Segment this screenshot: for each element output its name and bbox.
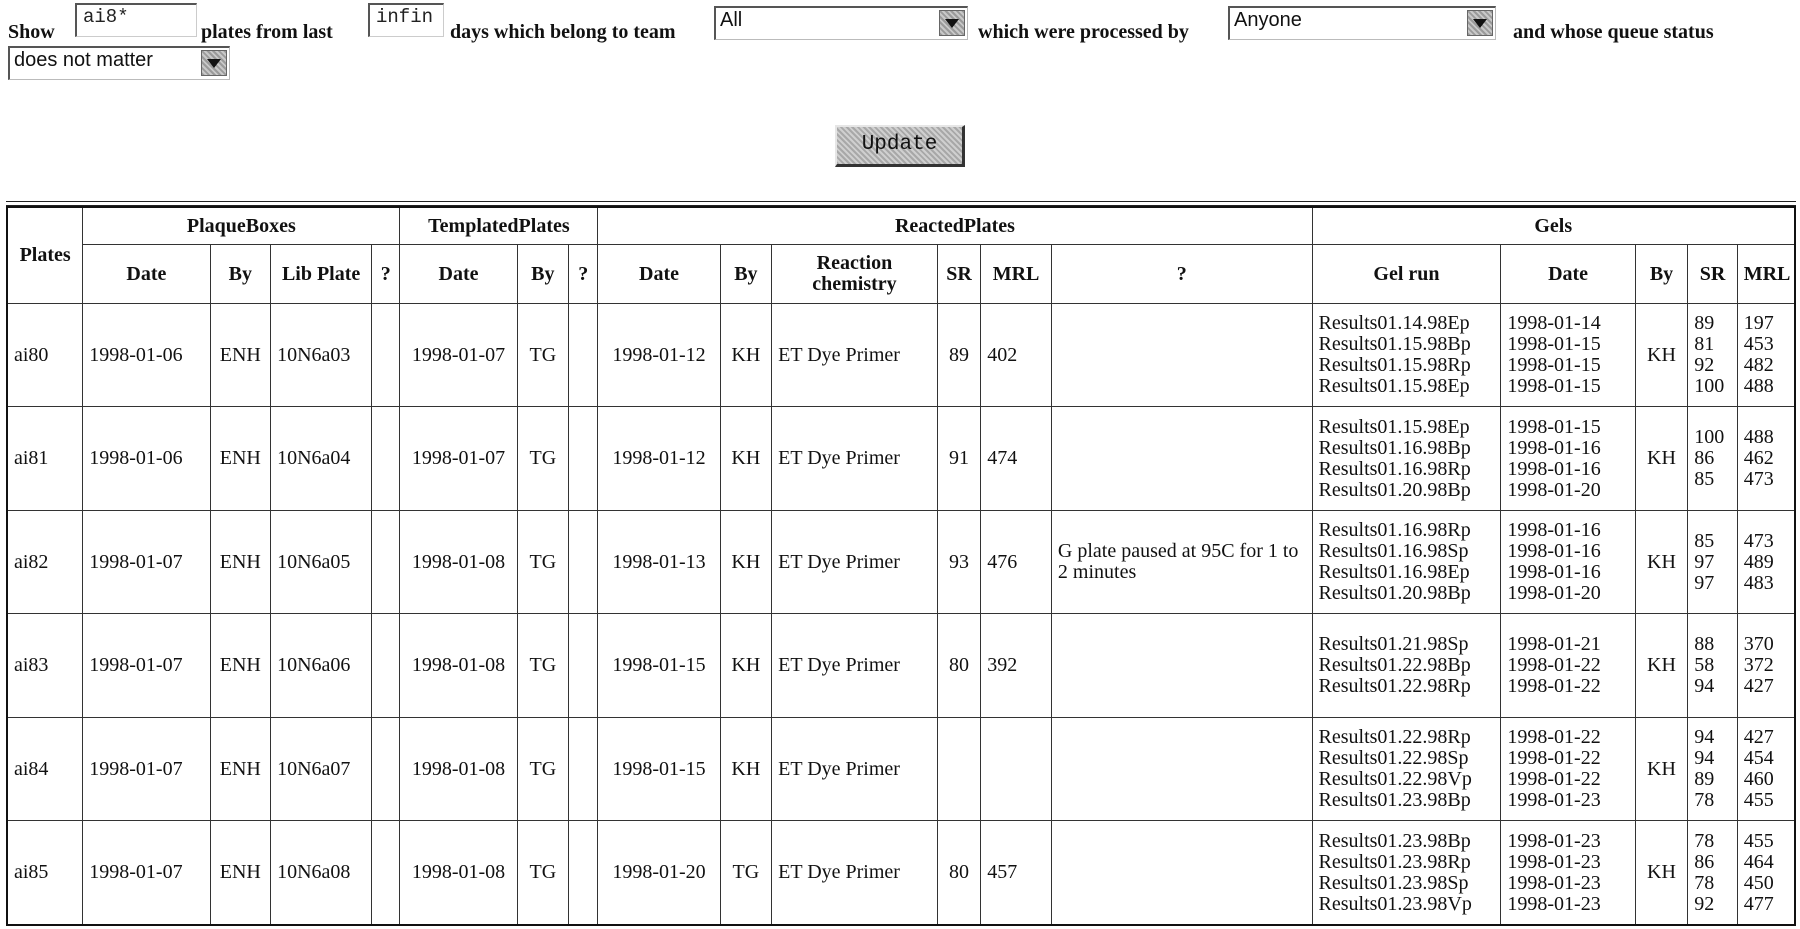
gel-sr: 86 (1694, 850, 1715, 873)
tp-question-cell (569, 821, 598, 925)
gel-date: 1998-01-22 (1507, 726, 1601, 749)
pb-by-cell: ENH (210, 510, 271, 613)
gel-by-cell: KH (1635, 407, 1688, 510)
gel-sr: 100 (1694, 426, 1725, 449)
processor-select[interactable] (1228, 6, 1496, 40)
gel-mrl: 473 (1743, 468, 1774, 491)
gel-run: Results01.22.98Sp (1318, 747, 1469, 770)
rp-by-cell: KH (720, 304, 772, 407)
gel-sr: 100 (1694, 375, 1725, 398)
gel-date: 1998-01-23 (1507, 871, 1601, 894)
gel-run: Results01.23.98Bp (1318, 829, 1471, 852)
gel-sr: 97 (1694, 550, 1715, 573)
gel-mrl: 462 (1743, 447, 1774, 470)
gel-run: Results01.23.98Rp (1318, 850, 1471, 873)
plate-cell: ai80 (7, 304, 83, 407)
gel-by-cell: KH (1635, 614, 1688, 717)
tp-date-cell: 1998-01-07 (400, 407, 517, 510)
gel-run-cell (1312, 407, 1501, 510)
gel-mrl: 460 (1743, 768, 1774, 791)
col-pb-date: Date (83, 245, 210, 304)
rp-mrl-cell (981, 717, 1052, 820)
gel-run-cell (1312, 717, 1501, 820)
rp-question-cell (1051, 717, 1312, 820)
rp-by-cell: KH (720, 510, 772, 613)
rp-reaction-chemistry-cell: ET Dye Primer (772, 304, 938, 407)
tp-by-cell: TG (517, 614, 569, 717)
tp-question-cell (569, 304, 598, 407)
tp-by-cell: TG (517, 407, 569, 510)
tp-by-cell: TG (517, 717, 569, 820)
team-select-value: All (720, 9, 743, 31)
gel-date: 1998-01-15 (1507, 354, 1601, 377)
chevron-down-icon[interactable] (939, 10, 965, 36)
gel-sr: 88 (1694, 633, 1715, 656)
plates-header: Plates (7, 207, 83, 304)
pb-date-cell: 1998-01-07 (83, 510, 210, 613)
col-rp-date: Date (598, 245, 720, 304)
gel-run: Results01.22.98Vp (1318, 768, 1472, 791)
gel-mrl-cell (1737, 821, 1795, 925)
rp-by-cell: TG (720, 821, 772, 925)
table-row (7, 510, 1795, 613)
gel-date-cell (1501, 304, 1635, 407)
queue-status-select[interactable] (8, 46, 230, 80)
show-label: Show (8, 21, 55, 43)
gel-sr: 78 (1694, 829, 1715, 852)
gel-run: Results01.23.98Vp (1318, 892, 1472, 915)
gel-date: 1998-01-20 (1507, 478, 1601, 501)
gel-run: Results01.15.98Rp (1318, 354, 1471, 377)
rp-sr-cell: 80 (937, 821, 980, 925)
gel-mrl: 427 (1743, 726, 1774, 749)
gel-sr: 89 (1694, 312, 1715, 335)
rp-by-cell: KH (720, 717, 772, 820)
pb-date-cell: 1998-01-07 (83, 614, 210, 717)
gel-date: 1998-01-23 (1507, 850, 1601, 873)
gel-run: Results01.23.98Sp (1318, 871, 1469, 894)
gel-date: 1998-01-15 (1507, 375, 1601, 398)
gel-run-cell (1312, 614, 1501, 717)
col-gel-mrl: MRL (1737, 245, 1795, 304)
rp-question-cell (1051, 614, 1312, 717)
gel-mrl: 453 (1743, 333, 1774, 356)
gel-mrl: 370 (1743, 633, 1774, 656)
rp-date-cell: 1998-01-15 (598, 614, 720, 717)
gel-sr: 94 (1694, 726, 1715, 749)
table-row (7, 614, 1795, 717)
chevron-down-icon[interactable] (1467, 10, 1493, 36)
gel-mrl: 473 (1743, 529, 1774, 552)
gel-date: 1998-01-21 (1507, 633, 1601, 656)
table-row (7, 407, 1795, 510)
pb-question-cell (372, 304, 400, 407)
gel-mrl-cell (1737, 304, 1795, 407)
gel-sr-cell (1688, 614, 1737, 717)
gel-mrl: 455 (1743, 789, 1774, 812)
gel-sr: 94 (1694, 675, 1715, 698)
plate-cell: ai82 (7, 510, 83, 613)
rp-mrl-cell: 402 (981, 304, 1052, 407)
gel-date: 1998-01-22 (1507, 768, 1601, 791)
col-rp-mrl: MRL (981, 245, 1052, 304)
pb-lib-plate-cell: 10N6a08 (271, 821, 372, 925)
gel-run-cell (1312, 304, 1501, 407)
gel-mrl: 450 (1743, 871, 1774, 894)
gel-mrl: 482 (1743, 354, 1774, 377)
gel-sr: 78 (1694, 871, 1715, 894)
pb-lib-plate-cell: 10N6a04 (271, 407, 372, 510)
gel-run: Results01.16.98Bp (1318, 436, 1471, 459)
tp-question-cell (569, 407, 598, 510)
gel-date-cell (1501, 510, 1635, 613)
rp-reaction-chemistry-cell: ET Dye Primer (772, 510, 938, 613)
rp-date-cell: 1998-01-13 (598, 510, 720, 613)
table-row (7, 821, 1795, 925)
gel-sr: 97 (1694, 571, 1715, 594)
gel-date: 1998-01-16 (1507, 436, 1601, 459)
gel-date: 1998-01-23 (1507, 789, 1601, 812)
gel-run: Results01.23.98Bp (1318, 789, 1471, 812)
gel-run: Results01.22.98Bp (1318, 654, 1471, 677)
gel-date-cell (1501, 614, 1635, 717)
rp-reaction-chemistry-cell: ET Dye Primer (772, 717, 938, 820)
gel-sr: 78 (1694, 789, 1715, 812)
rp-sr-cell: 80 (937, 614, 980, 717)
gel-run: Results01.21.98Sp (1318, 633, 1469, 656)
column-header-row (7, 245, 1795, 304)
gel-date: 1998-01-20 (1507, 582, 1601, 605)
pb-question-cell (372, 821, 400, 925)
gel-mrl-cell (1737, 717, 1795, 820)
plate-cell: ai85 (7, 821, 83, 925)
gel-run: Results01.22.98Rp (1318, 675, 1471, 698)
rp-sr-cell (937, 717, 980, 820)
queue-status-select-value: does not matter (14, 49, 153, 71)
col-rp-question: ? (1051, 245, 1312, 304)
gel-mrl: 372 (1743, 654, 1774, 677)
gel-sr: 86 (1694, 447, 1715, 470)
gel-mrl: 197 (1743, 312, 1774, 335)
col-gel-sr: SR (1688, 245, 1737, 304)
col-rp-by: By (720, 245, 772, 304)
rp-question-cell: G plate paused at 95C for 1 to 2 minutes (1051, 510, 1312, 613)
gel-mrl: 477 (1743, 892, 1774, 915)
gel-date: 1998-01-16 (1507, 457, 1601, 480)
tp-date-cell: 1998-01-08 (400, 821, 517, 925)
gel-mrl: 454 (1743, 747, 1774, 770)
gel-date-cell (1501, 717, 1635, 820)
tp-by-cell: TG (517, 304, 569, 407)
gel-sr: 85 (1694, 529, 1715, 552)
team-label: days which belong to team (450, 21, 676, 43)
gel-date: 1998-01-15 (1507, 333, 1601, 356)
pb-by-cell: ENH (210, 304, 271, 407)
gel-mrl: 483 (1743, 571, 1774, 594)
pb-by-cell: ENH (210, 821, 271, 925)
rp-reaction-chemistry-cell: ET Dye Primer (772, 821, 938, 925)
gel-run: Results01.16.98Rp (1318, 457, 1471, 480)
tp-question-cell (569, 614, 598, 717)
gel-run-cell (1312, 510, 1501, 613)
rp-mrl-cell: 476 (981, 510, 1052, 613)
gel-sr-cell (1688, 821, 1737, 925)
rp-question-cell (1051, 407, 1312, 510)
queue-status-label: and whose queue status (1513, 21, 1714, 43)
gel-by-cell: KH (1635, 510, 1688, 613)
pb-question-cell (372, 614, 400, 717)
plates-pattern-input[interactable]: ai8* (75, 3, 197, 37)
col-pb-by: By (210, 245, 271, 304)
gel-sr-cell (1688, 510, 1737, 613)
gel-date: 1998-01-16 (1507, 519, 1601, 542)
rp-by-cell: KH (720, 614, 772, 717)
gel-sr: 89 (1694, 768, 1715, 791)
plaque-boxes-header: PlaqueBoxes (83, 207, 400, 245)
gel-date-cell (1501, 407, 1635, 510)
rp-mrl-cell: 392 (981, 614, 1052, 717)
col-tp-date: Date (400, 245, 517, 304)
gel-date-cell (1501, 821, 1635, 925)
tp-date-cell: 1998-01-08 (400, 510, 517, 613)
gel-run: Results01.14.98Ep (1318, 312, 1470, 335)
tp-date-cell: 1998-01-08 (400, 614, 517, 717)
plate-cell: ai83 (7, 614, 83, 717)
rp-question-cell (1051, 821, 1312, 925)
gel-sr-cell (1688, 407, 1737, 510)
tp-question-cell (569, 510, 598, 613)
gel-sr: 92 (1694, 354, 1715, 377)
gel-sr: 58 (1694, 654, 1715, 677)
tp-date-cell: 1998-01-07 (400, 304, 517, 407)
col-tp-question: ? (569, 245, 598, 304)
pb-question-cell (372, 510, 400, 613)
gel-sr: 81 (1694, 333, 1715, 356)
col-pb-lib-plate: Lib Plate (271, 245, 372, 304)
gel-sr: 85 (1694, 468, 1715, 491)
rp-sr-cell: 89 (937, 304, 980, 407)
tp-by-cell: TG (517, 510, 569, 613)
plate-cell: ai81 (7, 407, 83, 510)
templated-plates-header: TemplatedPlates (400, 207, 598, 245)
pb-date-cell: 1998-01-07 (83, 717, 210, 820)
gel-date: 1998-01-16 (1507, 561, 1601, 584)
pb-lib-plate-cell: 10N6a03 (271, 304, 372, 407)
rp-mrl-cell: 457 (981, 821, 1052, 925)
gel-date: 1998-01-16 (1507, 540, 1601, 563)
gel-date: 1998-01-14 (1507, 312, 1601, 335)
gel-mrl: 464 (1743, 850, 1774, 873)
processed-by-label: which were processed by (978, 21, 1189, 43)
days-input[interactable]: infin (368, 3, 444, 37)
col-tp-by: By (517, 245, 569, 304)
gel-date: 1998-01-23 (1507, 892, 1601, 915)
rp-sr-cell: 93 (937, 510, 980, 613)
gel-run: Results01.15.98Ep (1318, 375, 1470, 398)
gel-sr-cell (1688, 304, 1737, 407)
pb-question-cell (372, 407, 400, 510)
tp-by-cell: TG (517, 821, 569, 925)
pb-lib-plate-cell: 10N6a06 (271, 614, 372, 717)
pb-date-cell: 1998-01-06 (83, 304, 210, 407)
plate-cell: ai84 (7, 717, 83, 820)
rp-question-cell (1051, 304, 1312, 407)
processor-select-value: Anyone (1234, 9, 1302, 31)
gel-by-cell: KH (1635, 821, 1688, 925)
rp-reaction-chemistry-cell: ET Dye Primer (772, 614, 938, 717)
pb-by-cell: ENH (210, 407, 271, 510)
gel-by-cell: KH (1635, 304, 1688, 407)
gel-run: Results01.16.98Sp (1318, 540, 1469, 563)
reacted-plates-header: ReactedPlates (598, 207, 1312, 245)
gel-run: Results01.16.98Ep (1318, 561, 1470, 584)
gel-date: 1998-01-22 (1507, 654, 1601, 677)
pb-by-cell: ENH (210, 717, 271, 820)
table-row (7, 304, 1795, 407)
gel-sr: 92 (1694, 892, 1715, 915)
gel-sr-cell (1688, 717, 1737, 820)
gel-date: 1998-01-23 (1507, 829, 1601, 852)
pb-lib-plate-cell: 10N6a05 (271, 510, 372, 613)
gel-mrl: 488 (1743, 426, 1774, 449)
gel-run: Results01.22.98Rp (1318, 726, 1471, 749)
gel-mrl: 488 (1743, 375, 1774, 398)
chevron-down-icon[interactable] (201, 50, 227, 76)
plates-from-last-label: plates from last (201, 21, 333, 43)
gel-mrl: 427 (1743, 675, 1774, 698)
rp-reaction-chemistry-cell: ET Dye Primer (772, 407, 938, 510)
rp-date-cell: 1998-01-20 (598, 821, 720, 925)
rp-by-cell: KH (720, 407, 772, 510)
plates-table (6, 206, 1796, 926)
gel-run: Results01.16.98Rp (1318, 519, 1471, 542)
pb-question-cell (372, 717, 400, 820)
tp-question-cell (569, 717, 598, 820)
col-pb-question: ? (372, 245, 400, 304)
col-rp-reaction-chemistry: Reaction chemistry (772, 245, 938, 304)
team-select[interactable] (714, 6, 968, 40)
pb-by-cell: ENH (210, 614, 271, 717)
rp-mrl-cell: 474 (981, 407, 1052, 510)
gel-date: 1998-01-22 (1507, 675, 1601, 698)
col-gel-by: By (1635, 245, 1688, 304)
col-rp-sr: SR (937, 245, 980, 304)
filter-row (8, 0, 1788, 46)
gel-run: Results01.20.98Bp (1318, 478, 1471, 501)
tp-date-cell: 1998-01-08 (400, 717, 517, 820)
col-gel-run: Gel run (1312, 245, 1501, 304)
rp-date-cell: 1998-01-12 (598, 407, 720, 510)
gel-run-cell (1312, 821, 1501, 925)
gel-run: Results01.15.98Bp (1318, 333, 1471, 356)
gel-mrl: 489 (1743, 550, 1774, 573)
rp-sr-cell: 91 (937, 407, 980, 510)
update-button[interactable]: Update (835, 125, 965, 167)
gel-date: 1998-01-22 (1507, 747, 1601, 770)
gel-run: Results01.15.98Ep (1318, 415, 1470, 438)
gel-mrl: 455 (1743, 829, 1774, 852)
gel-mrl-cell (1737, 407, 1795, 510)
plates-table-body (7, 304, 1795, 926)
gel-mrl-cell (1737, 614, 1795, 717)
gel-date: 1998-01-15 (1507, 415, 1601, 438)
pb-date-cell: 1998-01-06 (83, 407, 210, 510)
gel-mrl-cell (1737, 510, 1795, 613)
table-row (7, 717, 1795, 820)
gel-sr: 94 (1694, 747, 1715, 770)
col-gel-date: Date (1501, 245, 1635, 304)
group-header-row (7, 207, 1795, 245)
rp-date-cell: 1998-01-15 (598, 717, 720, 820)
rp-date-cell: 1998-01-12 (598, 304, 720, 407)
gel-by-cell: KH (1635, 717, 1688, 820)
gel-run: Results01.20.98Bp (1318, 582, 1471, 605)
gels-header: Gels (1312, 207, 1795, 245)
pb-lib-plate-cell: 10N6a07 (271, 717, 372, 820)
pb-date-cell: 1998-01-07 (83, 821, 210, 925)
